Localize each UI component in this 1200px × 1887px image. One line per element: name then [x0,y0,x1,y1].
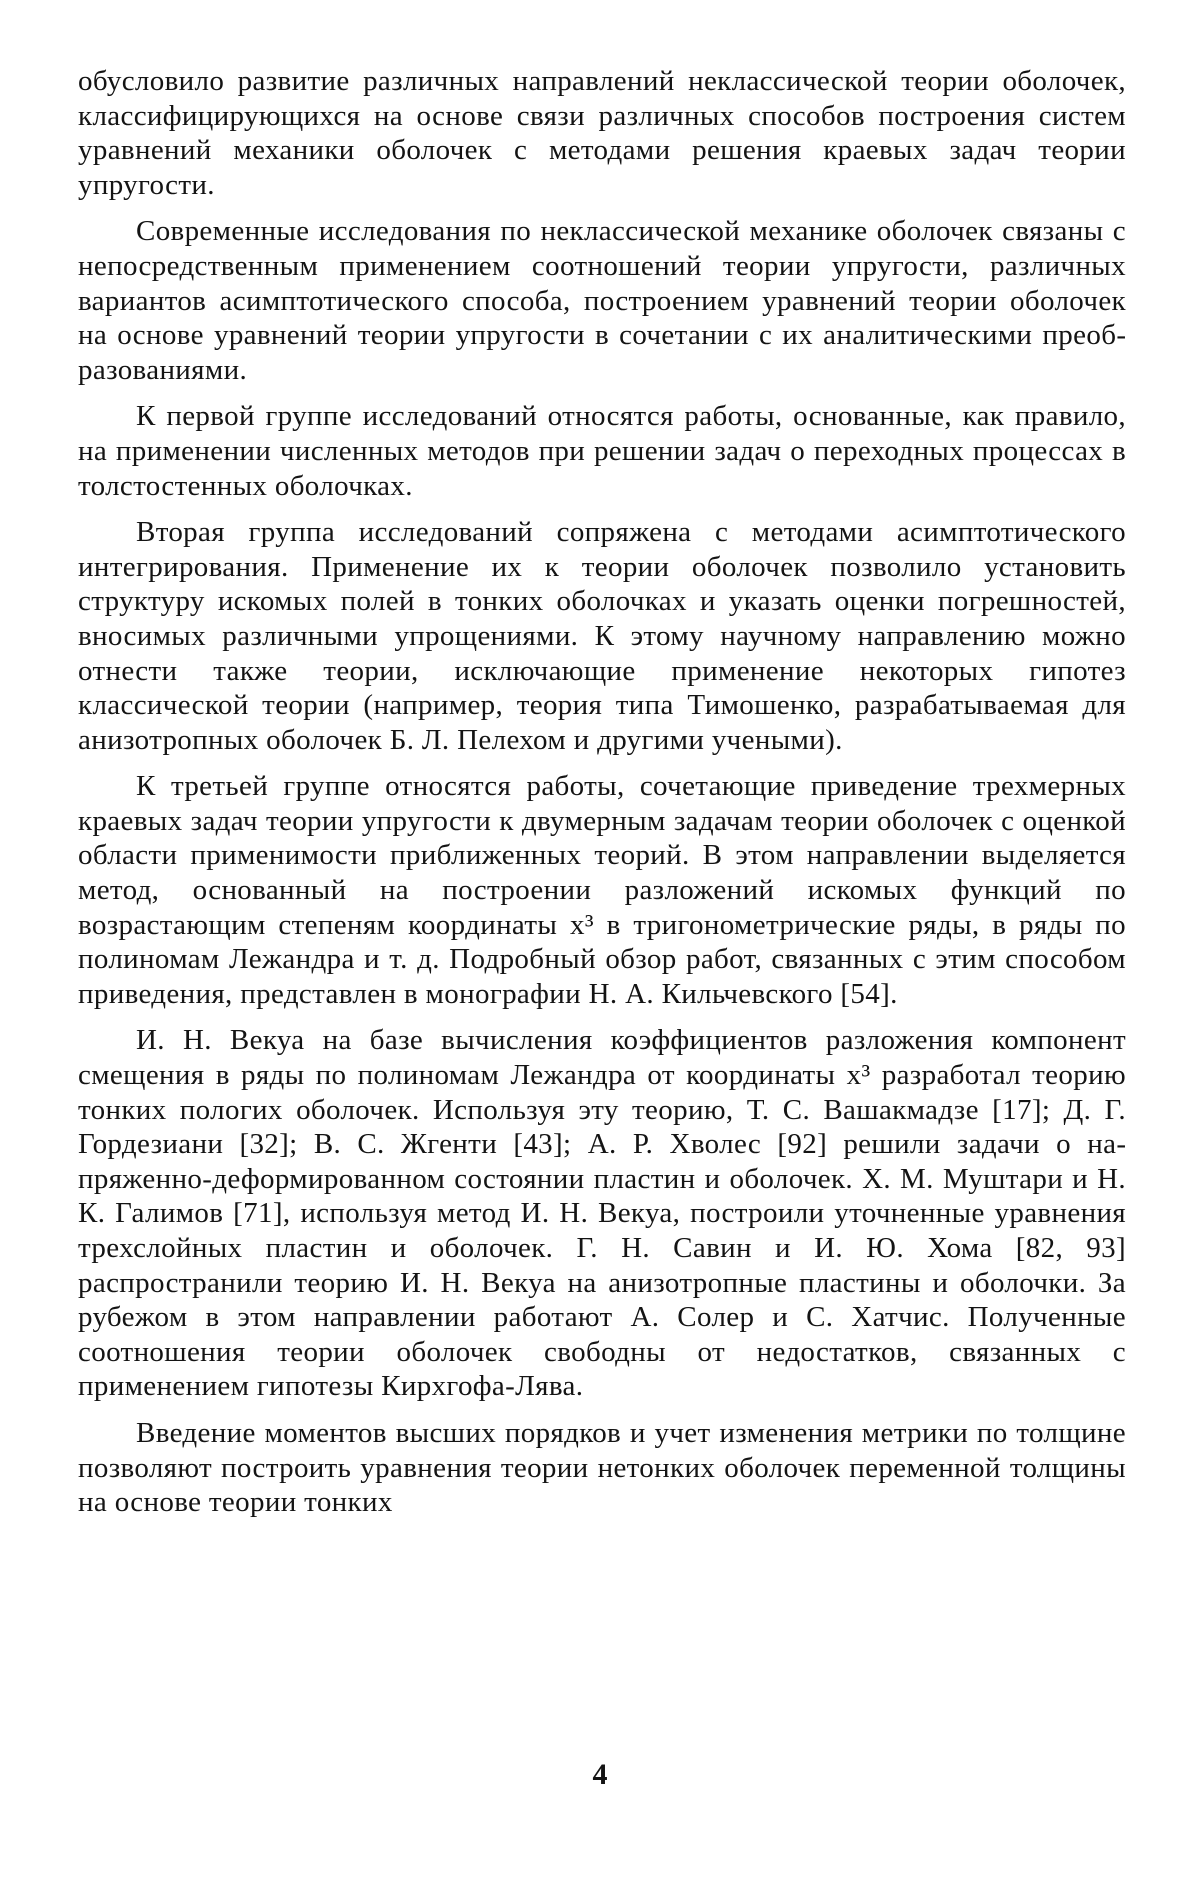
paragraph-2: Современные исследования по неклассической механике оболочек связаны с непосредственным применением соотношений теории упругости, различных вариантов асимптотического способа, построением уравнений теории оболочек на основе уравнений теории упругости в сочетании с их аналитическими преобразованиями. [78,215,1126,386]
paragraph-1: обусловило развитие различных направлений неклассической теории оболочек, классифицирующихся на основе связи различных способов построения систем уравнений механики оболочек с методами решения краевых задач теории упругости. [78,65,1126,201]
paragraph-3: К первой группе исследований относятся работы, основанные, как правило, на применении численных методов при решении задач о переходных процессах в толстостенных оболочках. [78,400,1126,502]
document-body [78,64,1126,1532]
paragraph-5: К третьей группе относятся работы, сочетающие приведение трехмерных краевых задач теории упругости к двумерным задачам теории оболочек с оценкой области применимости приближенных теорий. В этом направлении выделяется метод, основанный на построении разложений искомых функций по возрастающим степеням координаты x³ в тригонометрические ряды, в ряды по полиномам Лежандра и т. д. Подробный обзор работ, связанных с этим способом приведения, представлен в монографии Н. А. Кильчевского [54]. [78,770,1126,1010]
paragraph-7: Введение моментов высших порядков и учет изменения метрики по толщине позволяют построить уравнения теории нетонких оболочек переменной толщины на основе теории тонких [78,1416,1126,1519]
page-number: 4 [592,1758,608,1791]
paragraph-6: И. Н. Векуа на базе вычисления коэффициентов разложения компонент смещения в ряды по полиномам Лежандра от координаты x³ разработал теорию тонких пологих оболочек. Используя эту теорию, Т. С. Вашакмадзе [17]; Д. Г. Гордезиани [32]; В. С. Жгенти [43]; А. Р. Хволес [92] решили задачи о напряженно-деформированном состоянии пластин и оболочек. Х. М. Муштари и Н. К. Галимов [71], используя метод И. Н. Векуа, построили уточненные уравнения трехслойных пластин и оболочек. Г. Н. Савин и И. Ю. Хома [82, 93] распространили теорию И. Н. Векуа на анизотропные пластины и оболочки. За рубежом в этом направлении работают А. Солер и С. Хатчис. Полученные соотношения теории оболочек свободны от недостатков, связанных с применением гипотезы Кирхгофа-Лява. [78,1024,1126,1403]
paragraph-4: Вторая группа исследований сопряжена с методами асимптотического интегрирования. Применение их к теории оболочек позволило установить структуру искомых полей в тонких оболочках и указать оценки погрешностей, вносимых различными упрощениями. К этому научному направлению можно отнести также теории, исключающие применение некоторых гипотез классической теории (например, теория типа Тимошенко, разрабатываемая для анизотропных оболочек Б. Л. Пелехом и другими учеными). [78,516,1126,756]
